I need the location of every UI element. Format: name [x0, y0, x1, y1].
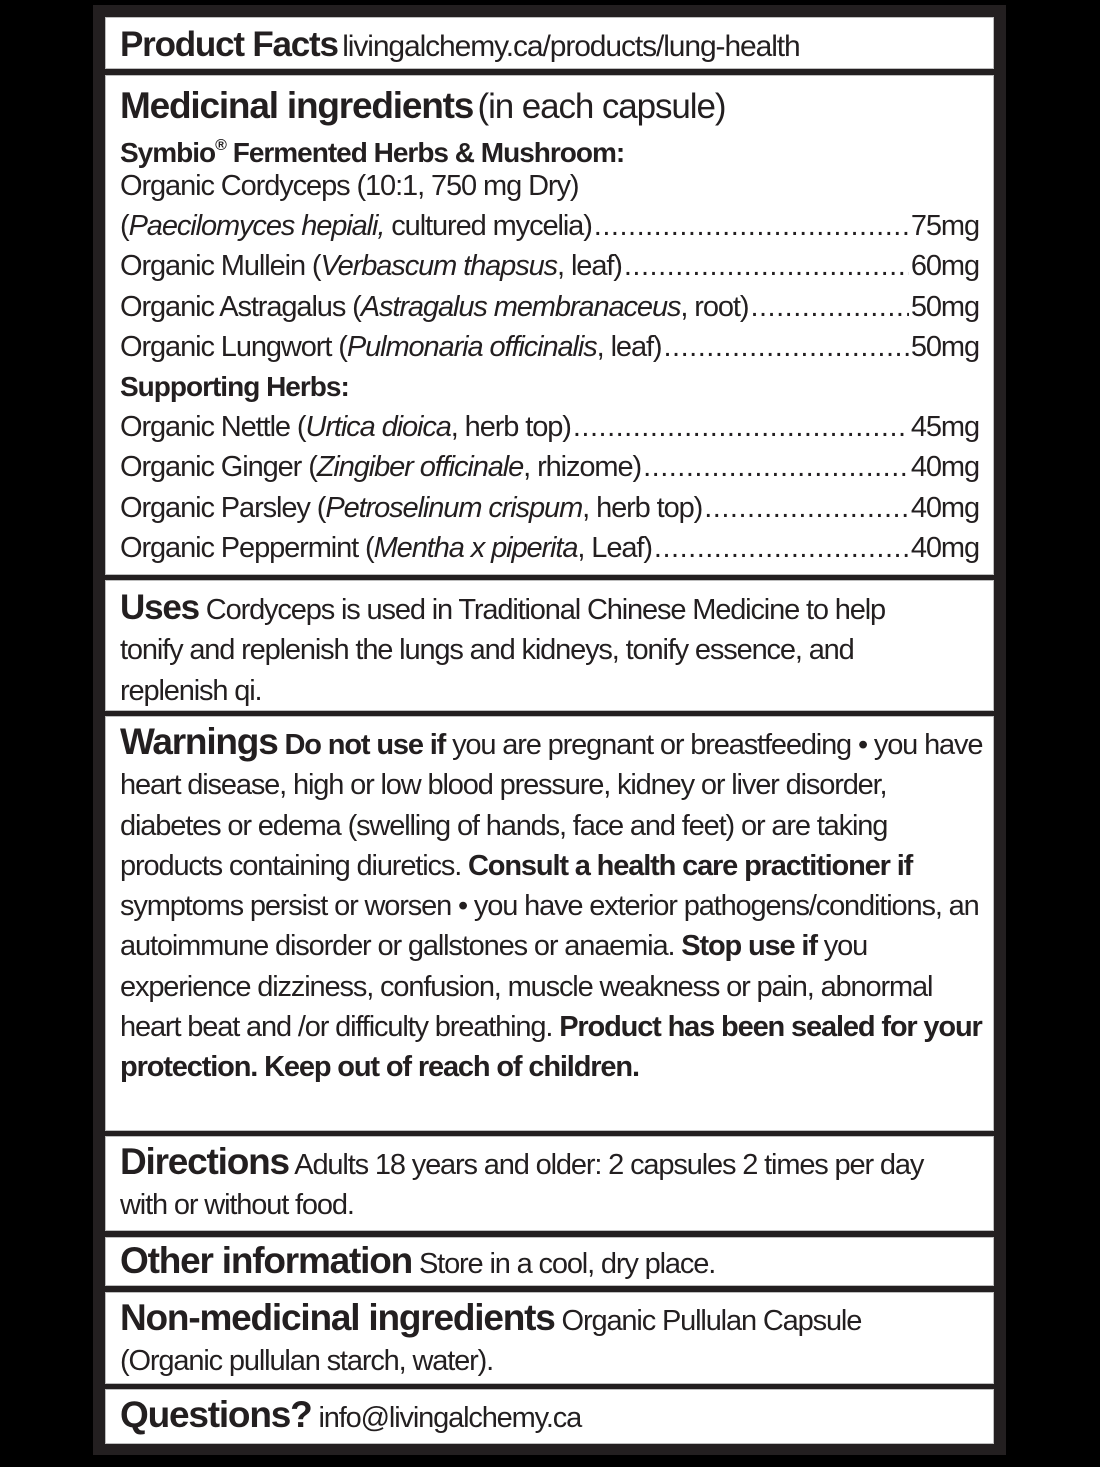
ingredient-row-lungwort: Organic Lungwort (Pulmonaria officinalis, leaf) ..... 50mg: [120, 327, 979, 367]
directions-panel: [105, 1136, 994, 1231]
warning-stop-use-label: Stop use if: [681, 930, 817, 963]
ingredient-row-cordyceps: (Paecilomyces hepiali, cultured mycelia) ..... 75mg: [120, 206, 979, 246]
non-medicinal-title: Non-medicinal ingredients: [120, 1297, 555, 1338]
ingredient-amount: 60mg: [910, 250, 979, 283]
product-url[interactable]: livingalchemy.ca/products/lung-health: [342, 30, 800, 63]
group-heading-supporting: Supporting Herbs:: [120, 371, 349, 403]
ingredient-amount: 45mg: [910, 411, 979, 444]
warning-consult-label: Consult a health care practitioner if: [468, 849, 913, 882]
warnings-panel: [105, 716, 994, 1131]
ingredient-row-nettle: Organic Nettle (Urtica dioica, herb top) ..... 45mg: [120, 407, 979, 447]
leader-dots: [573, 407, 909, 447]
ingredient-row-parsley: Organic Parsley (Petroselinum crispum, herb top) ..... 40mg: [120, 488, 979, 528]
medicinal-note: (in each capsule): [477, 87, 726, 126]
uses-panel: [105, 580, 994, 711]
leader-dots: [664, 327, 909, 367]
warning-consult-text: symptoms persist or worsen • you have exterior pathogens/conditions, an autoimmune disorder or gallstones or anaemia.: [120, 890, 979, 963]
ingredient-amount: 40mg: [910, 532, 979, 565]
warning-do-not-use-text: you are pregnant or breastfeeding • you have heart disease, high or low blood pressure, kidney or liver disorder, diabetes or edema (swelling of hands, face and feet) or are taking products containing diuretics.: [120, 729, 983, 882]
warnings-title: Warnings: [120, 721, 278, 762]
medicinal-title: Medicinal ingredients: [120, 85, 474, 126]
product-facts-label: [93, 5, 1006, 1455]
warning-stop-use-text: you experience dizziness, confusion, muscle weakness or pain, abnormal heart beat and /or difficulty breathing.: [120, 930, 933, 1044]
ingredient-amount: 50mg: [910, 290, 979, 323]
warning-do-not-use-label: Do not use if: [284, 729, 446, 761]
warning-sealed-notice: Product has been sealed for your protection. Keep out of reach of children.: [120, 1011, 982, 1084]
ingredient-amount: 40mg: [910, 451, 979, 484]
leader-dots: [654, 528, 909, 568]
leader-dots: [704, 488, 909, 528]
leader-dots: [643, 447, 909, 487]
ingredient-amount: 75mg: [910, 210, 979, 242]
group-heading-symbio: Symbio® Fermented Herbs & Mushroom:: [120, 137, 625, 168]
non-medicinal-panel: [105, 1292, 994, 1384]
label-title: Product Facts: [120, 25, 338, 64]
header-panel: [105, 17, 994, 69]
questions-panel: [105, 1389, 994, 1444]
leader-dots: [750, 287, 908, 327]
directions-text: Adults 18 years and older: 2 capsules 2 times per day with or without food.: [120, 1149, 924, 1222]
other-information-panel: [105, 1237, 994, 1286]
contact-email[interactable]: info@livingalchemy.ca: [318, 1402, 582, 1434]
uses-title: Uses: [120, 588, 199, 627]
questions-title: Questions?: [120, 1394, 312, 1435]
directions-title: Directions: [120, 1141, 289, 1182]
leader-dots: [624, 246, 909, 286]
ingredient-amount: 50mg: [910, 330, 979, 363]
ingredient-row-astragalus: Organic Astragalus (Astragalus membranaceus, root) ..... 50mg: [120, 287, 979, 327]
ingredient-row-peppermint: Organic Peppermint (Mentha x piperita, Leaf) ..... 40mg: [120, 528, 979, 568]
non-medicinal-text: Organic Pullulan Capsule (Organic pullulan starch, water).: [120, 1305, 862, 1378]
ingredient-cordyceps-line1: Organic Cordyceps (10:1, 750 mg Dry): [120, 170, 579, 202]
leader-dots: [594, 206, 909, 246]
other-information-title: Other information: [120, 1240, 413, 1281]
uses-text: Cordyceps is used in Traditional Chinese Medicine to help tonify and replenish the lungs and kidneys, tonify essence, and replenish qi.: [120, 594, 885, 707]
ingredient-row-ginger: Organic Ginger (Zingiber officinale, rhizome) ..... 40mg: [120, 447, 979, 487]
ingredient-amount: 40mg: [910, 491, 979, 524]
medicinal-ingredients-panel: [105, 75, 994, 575]
other-information-text: Store in a cool, dry place.: [418, 1248, 716, 1280]
ingredient-row-mullein: Organic Mullein (Verbascum thapsus, leaf) ..... 60mg: [120, 246, 979, 286]
